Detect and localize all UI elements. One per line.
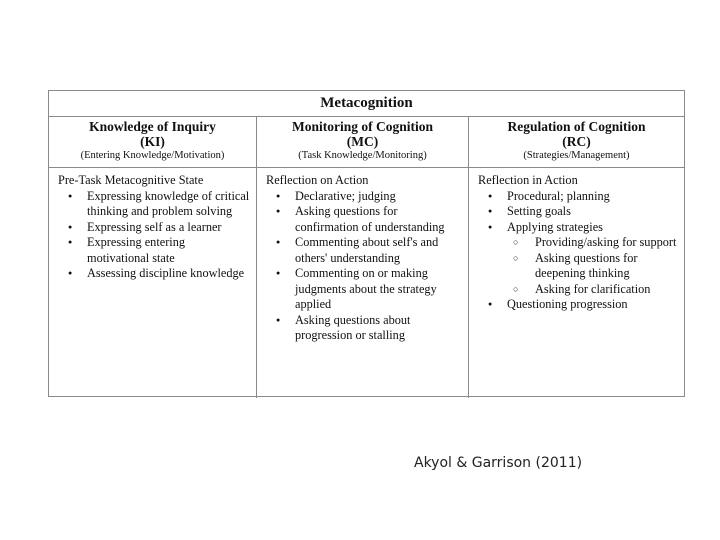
metacognition-table (48, 90, 685, 397)
header-subtitle: (Entering Knowledge/Motivation) (80, 150, 225, 161)
table-header-row (49, 117, 684, 168)
list-item: ● Asking questions about progression or stalling (266, 313, 462, 344)
sub-bullet-list (507, 235, 678, 297)
sub-list-item: ○ Providing/asking for support (507, 235, 678, 251)
table-body-row (49, 168, 684, 398)
header-title: Regulation of Cognition (507, 119, 646, 134)
list-item-label: Applying strategies (507, 219, 603, 234)
sub-list-item: ○ Asking for clarification (507, 282, 678, 298)
list-item: ● Setting goals (478, 204, 678, 220)
list-item: ● Procedural; planning (478, 189, 678, 205)
list-item: ● Commenting on or making judgments about the strategy applied (266, 266, 462, 313)
list-item: ● Assessing discipline knowledge (58, 266, 250, 282)
list-item: ● Expressing self as a learner (58, 220, 250, 236)
cell-regulation-of-cognition (469, 168, 684, 398)
header-abbr: (KI) (140, 134, 165, 149)
cell-knowledge-of-inquiry (49, 168, 257, 398)
header-subtitle: (Task Knowledge/Monitoring) (298, 150, 427, 161)
bullet-list (58, 189, 250, 282)
header-title: Monitoring of Cognition (291, 119, 433, 134)
list-item: ● Declarative; judging (266, 189, 462, 205)
header-monitoring-of-cognition (257, 117, 469, 167)
sub-list-item: ○ Asking questions for deepening thinking (507, 251, 678, 282)
table-title: Metacognition (49, 91, 684, 117)
list-item (478, 220, 678, 298)
list-item: ● Expressing entering motivational state (58, 235, 250, 266)
citation: Akyol & Garrison (2011) (414, 455, 583, 471)
list-item: ● Asking questions for confirmation of understanding (266, 204, 462, 235)
list-item: ● Expressing knowledge of critical thinking and problem solving (58, 189, 250, 220)
cell-lead: Pre-Task Metacognitive State (58, 173, 204, 187)
cell-monitoring-of-cognition (257, 168, 469, 398)
header-knowledge-of-inquiry (49, 117, 257, 167)
bullet-list (266, 189, 462, 344)
cell-lead: Reflection in Action (478, 173, 578, 187)
bullet-list (478, 189, 678, 313)
list-item: ● Questioning progression (478, 297, 678, 313)
list-item: ● Commenting about self's and others' understanding (266, 235, 462, 266)
header-abbr: (RC) (562, 134, 591, 149)
header-regulation-of-cognition (469, 117, 684, 167)
header-abbr: (MC) (346, 134, 379, 149)
header-subtitle: (Strategies/Management) (523, 150, 630, 161)
header-title: Knowledge of Inquiry (89, 119, 216, 134)
cell-lead: Reflection on Action (266, 173, 369, 187)
